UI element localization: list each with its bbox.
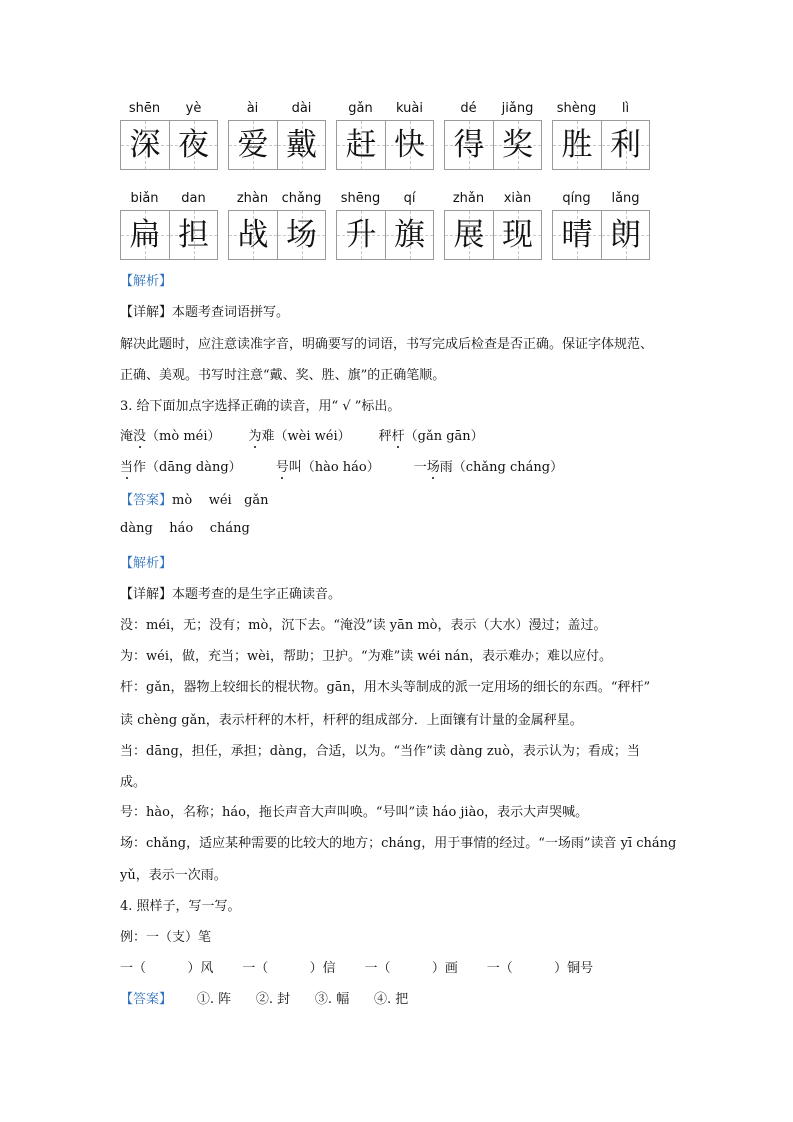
dotted-char: 当 <box>120 460 134 475</box>
pinyin: chǎng <box>281 191 322 206</box>
answer-text: ①. 阵 ②. 封 ③. 幅 ④. 把 <box>196 992 409 1007</box>
question-4-title: 4. 照样子，写一写。 <box>120 899 241 914</box>
analysis-tag: 【解析】 <box>120 556 173 571</box>
option-text: 秤 <box>378 429 392 444</box>
hanzi: 晴 <box>561 217 593 253</box>
hanzi: 现 <box>502 217 533 253</box>
q4-answer <box>120 988 408 1007</box>
word-group <box>444 190 542 285</box>
pinyin: ài <box>246 101 259 116</box>
word-group <box>444 100 542 195</box>
detail-line <box>120 301 289 320</box>
pinyin: shèng <box>556 101 597 116</box>
dotted-char: 杆 <box>391 429 405 444</box>
option-text: 作（dāng dàng） <box>133 460 242 475</box>
tian-grid <box>228 120 326 170</box>
detail-tag: 【详解】 <box>120 587 173 602</box>
option-text: 难（wèi wéi） <box>261 429 351 444</box>
hanzi: 深 <box>129 127 161 163</box>
dotted-char: 号 <box>275 460 289 475</box>
hanzi: 场 <box>286 217 317 253</box>
tian-grid <box>336 120 434 170</box>
pinyin-grid-row-1 <box>120 100 660 195</box>
tian-grid <box>336 210 434 260</box>
detail-tag: 【详解】 <box>120 305 173 320</box>
word-group <box>228 100 326 195</box>
option-text: （mò méi） <box>146 429 221 444</box>
tian-grid <box>444 120 542 170</box>
pinyin-grid-row-2 <box>120 190 660 285</box>
hanzi: 夜 <box>178 127 209 163</box>
answer-text: mò wéi gǎn <box>172 493 269 508</box>
word-group <box>336 190 434 285</box>
tian-grid <box>120 120 218 170</box>
hanzi: 战 <box>237 217 269 253</box>
pinyin: zhǎn <box>452 191 485 206</box>
pinyin: shēn <box>128 101 161 116</box>
tian-grid <box>444 210 542 260</box>
pinyin: lì <box>621 101 630 116</box>
word-group <box>336 100 434 195</box>
dotted-char: 没 <box>133 429 147 444</box>
analysis-line: yǔ，表示一次雨。 <box>120 868 227 883</box>
pinyin: dé <box>460 101 477 116</box>
hanzi: 奖 <box>502 127 533 163</box>
pinyin: jiǎng <box>501 101 534 116</box>
hanzi: 展 <box>453 217 485 253</box>
analysis-line: 杆：gǎn，器物上较细长的棍状物。gān，用木头等制成的派一定用场的细长的东西。“秤杆” <box>120 680 651 695</box>
hanzi: 得 <box>453 127 485 163</box>
word-group <box>228 190 326 285</box>
analysis-line: 没：méi，无；没有；mò，沉下去。“淹没”读 yān mò，表示（大水）漫过；盖过。 <box>120 618 607 633</box>
hanzi: 旗 <box>394 217 425 253</box>
pinyin: biǎn <box>130 191 159 206</box>
analysis-line: 号：hào，名称；háo，拖长声音大声叫唤。“号叫”读 háo jiào，表示大声哭喊。 <box>120 805 589 820</box>
hanzi: 戴 <box>286 127 317 163</box>
word-group <box>552 190 650 285</box>
detail-line <box>120 583 341 602</box>
analysis-tag: 【解析】 <box>120 274 173 289</box>
hanzi: 赶 <box>345 127 377 163</box>
pinyin: qíng <box>562 191 591 206</box>
pinyin: lǎng <box>611 191 640 206</box>
tian-grid <box>120 210 218 260</box>
pinyin: dài <box>291 101 312 116</box>
question-3-title: 3. 给下面加点字选择正确的读音，用“ √ ”标出。 <box>120 399 401 414</box>
analysis-line: 当：dāng，担任，承担；dàng，合适，以为。“当作”读 dàng zuò，表示认为；看成；当 <box>120 744 640 759</box>
q3-answer <box>120 489 269 508</box>
detail-text: 本题考查的是生字正确读音。 <box>172 587 342 602</box>
analysis-line: 场：chǎng，适应某种需要的比较大的地方；cháng，用于事情的经过。“一场雨”读音 yī cháng <box>120 836 677 851</box>
q3-options-row-1 <box>120 425 484 444</box>
pinyin: dan <box>181 191 206 206</box>
pinyin: qí <box>403 191 416 206</box>
option-text: 雨（chǎng cháng） <box>439 460 564 475</box>
analysis-line: 为：wéi，做，充当；wèi，帮助；卫护。“为难”读 wéi nán，表示难办；难以应付。 <box>120 649 612 664</box>
pinyin: yè <box>185 101 202 116</box>
pinyin: shēng <box>340 191 381 206</box>
answer-tag: 【答案】 <box>120 493 173 508</box>
hanzi: 升 <box>345 217 377 253</box>
hanzi: 扁 <box>129 217 161 253</box>
q4-example: 例：一（支）笔 <box>120 930 212 945</box>
pinyin: kuài <box>396 101 423 116</box>
hanzi: 爱 <box>237 127 269 163</box>
detail-text: 本题考查词语拼写。 <box>172 305 290 320</box>
pinyin: zhàn <box>236 191 269 206</box>
answer-tag: 【答案】 <box>120 992 173 1007</box>
tian-grid <box>552 210 650 260</box>
dotted-char: 为 <box>248 429 262 444</box>
analysis-paragraph: 解决此题时，应注意读准字音，明确要写的词语，书写完成后检查是否正确。保证字体规范、 <box>120 337 654 352</box>
dotted-char: 场 <box>426 460 440 475</box>
hanzi: 利 <box>610 127 641 163</box>
pinyin: gǎn <box>348 101 373 116</box>
hanzi: 担 <box>178 217 209 253</box>
hanzi: 胜 <box>561 127 593 163</box>
option-text: 叫（hào háo） <box>288 460 380 475</box>
analysis-line: 成。 <box>120 775 147 790</box>
q4-blanks: 一（ ）风 一（ ）信 一（ ）画 一（ ）铜号 <box>120 961 594 976</box>
analysis-paragraph: 正确、美观。书写时注意“戴、奖、胜、旗”的正确笔顺。 <box>120 368 446 383</box>
q3-answer-line-2: dàng háo cháng <box>120 521 250 536</box>
q3-options-row-2 <box>120 456 563 475</box>
tian-grid <box>552 120 650 170</box>
tian-grid <box>228 210 326 260</box>
word-group <box>552 100 650 195</box>
analysis-line: 读 chèng gǎn，表示杆秤的木杆，杆秤的组成部分．上面镶有计量的金属秤星。 <box>120 713 583 728</box>
hanzi: 快 <box>394 127 425 163</box>
option-text: 淹 <box>120 429 134 444</box>
pinyin: xiàn <box>503 191 532 206</box>
hanzi: 朗 <box>610 217 641 253</box>
option-text: 一 <box>413 460 427 475</box>
word-group <box>120 100 218 195</box>
option-text: （gǎn gān） <box>404 429 484 444</box>
